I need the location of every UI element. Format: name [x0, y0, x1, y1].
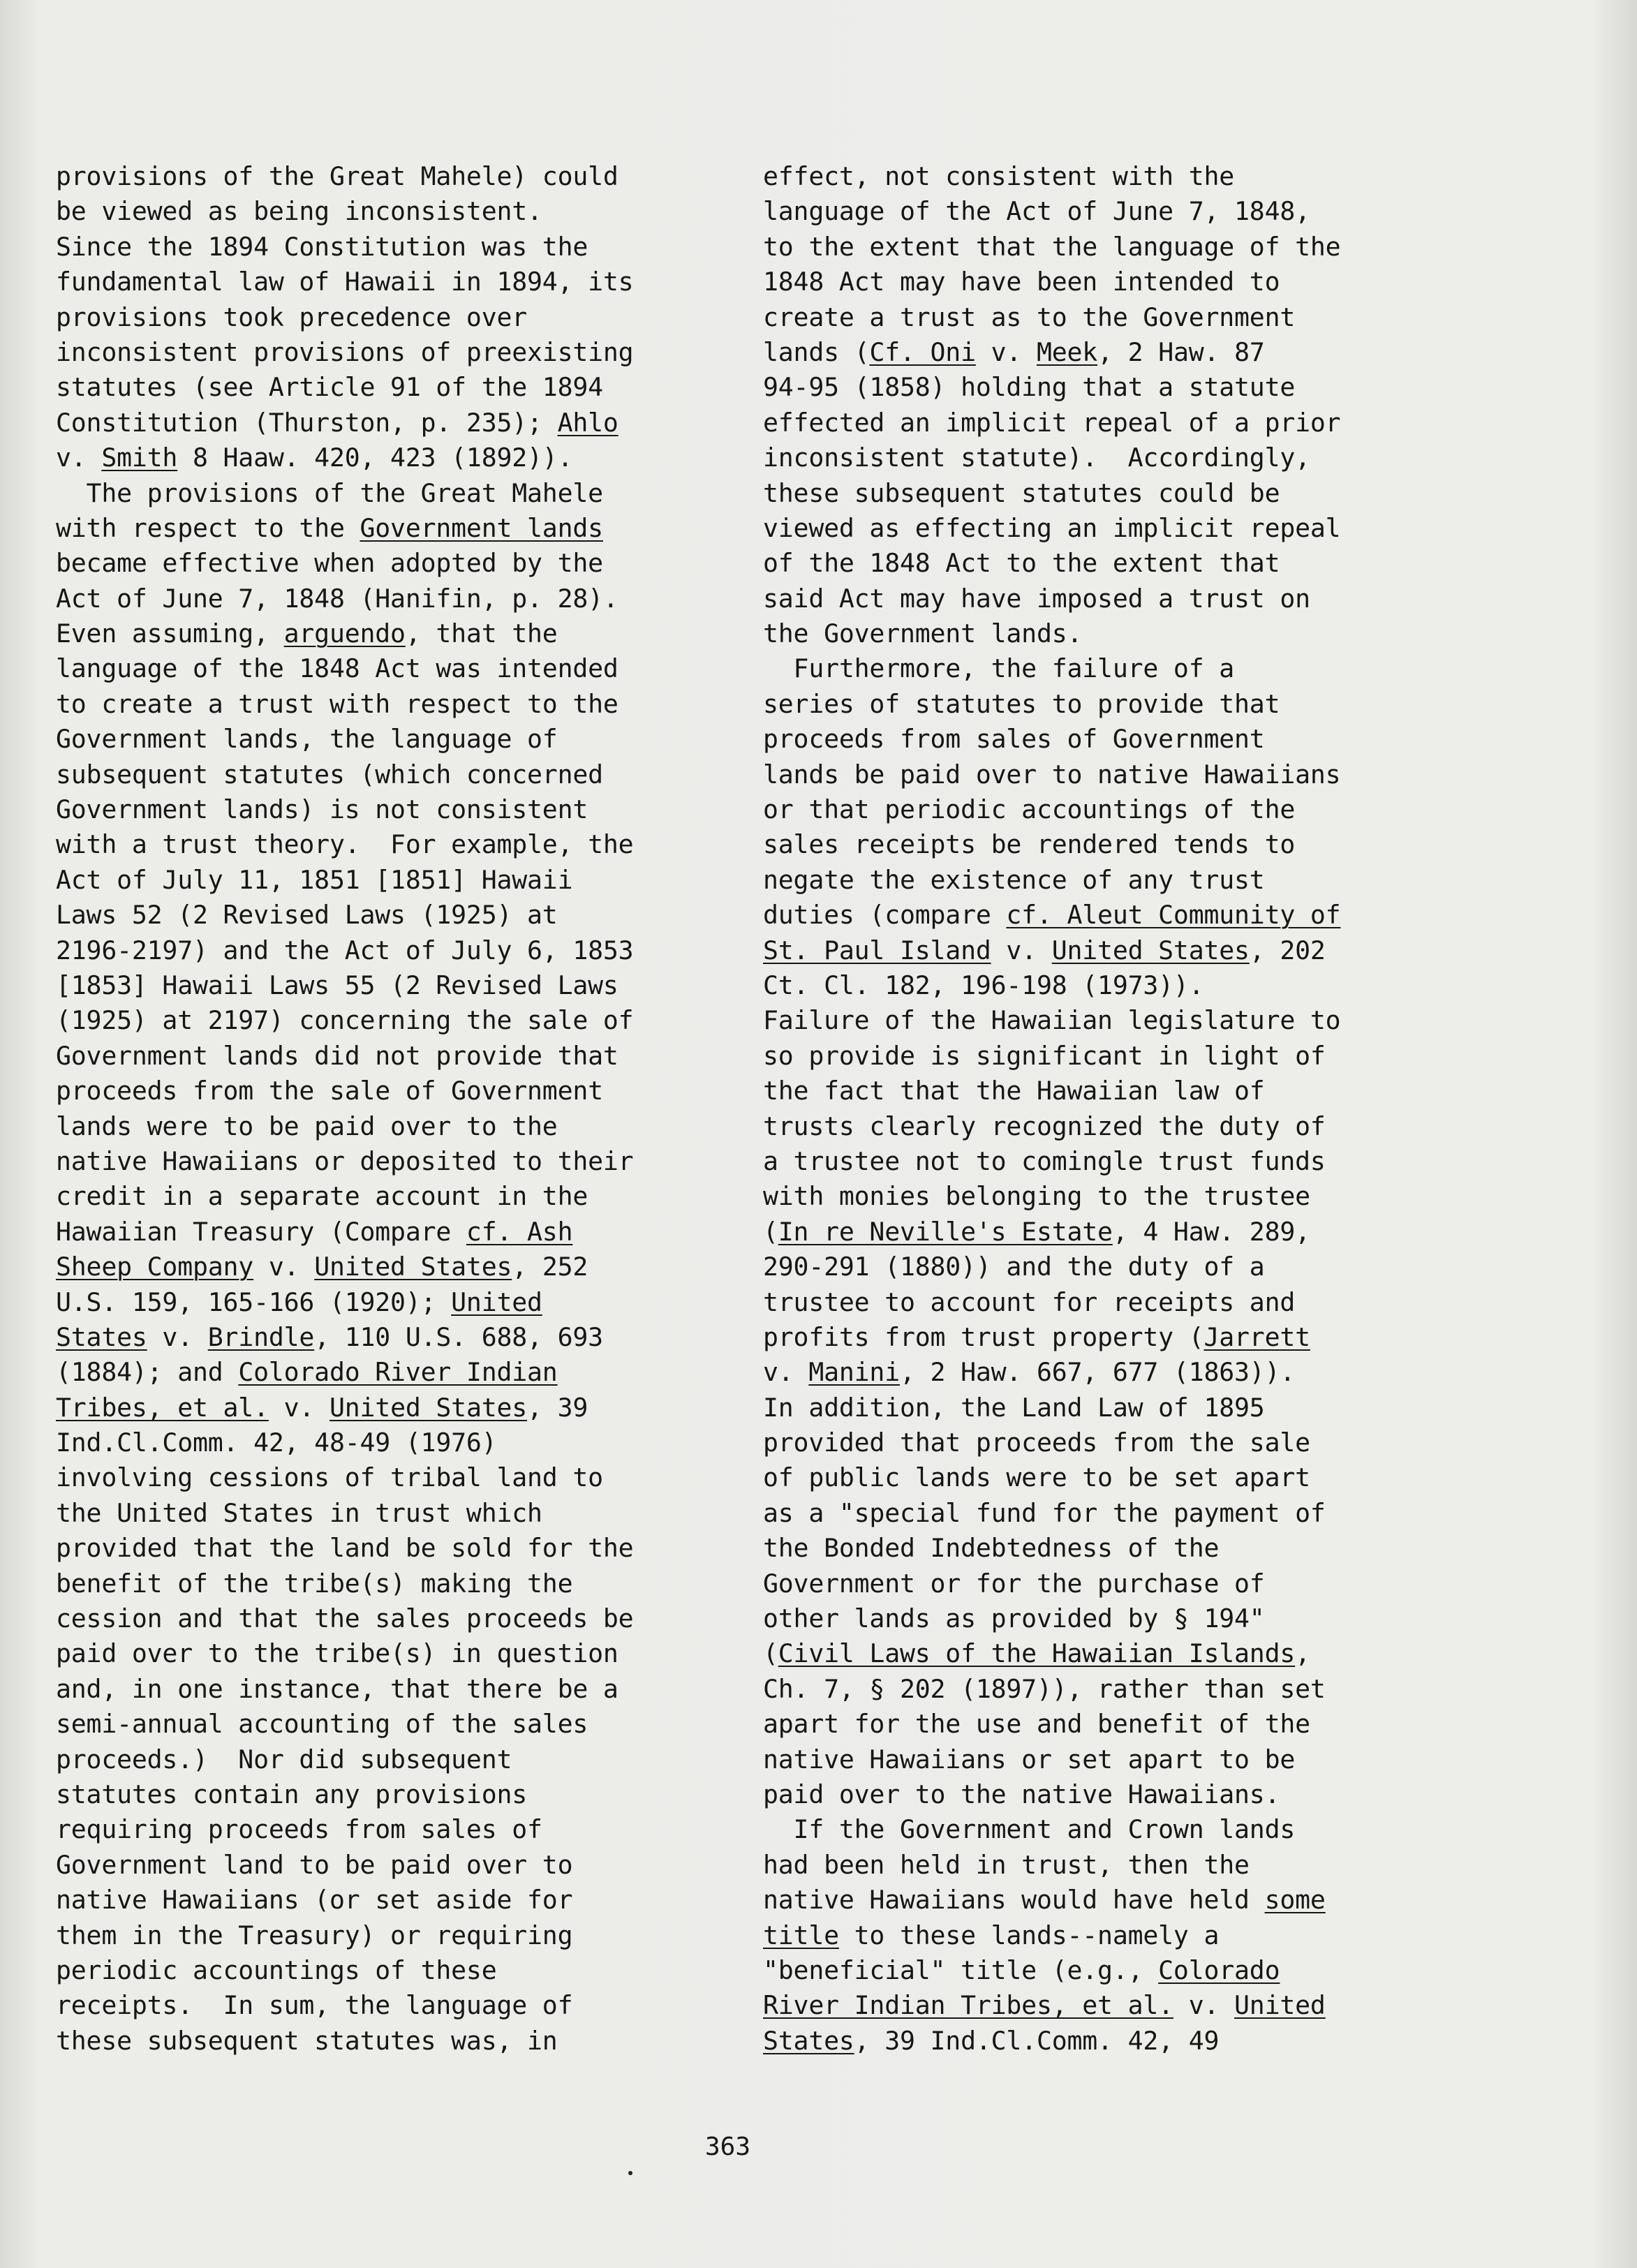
text-segment: sales receipts be rendered tends to — [763, 829, 1296, 860]
text-line — [763, 1039, 1433, 1074]
text-line — [763, 2024, 1433, 2059]
text-segment: Even assuming, — [56, 618, 284, 649]
text-segment: semi-annual accounting of the sales — [56, 1709, 588, 1740]
text-line — [763, 476, 1433, 511]
text-segment: the fact that the Hawaiian law of — [763, 1076, 1265, 1106]
text-segment: lands be paid over to native Hawaiians — [763, 759, 1341, 790]
text-segment: (1884); and — [56, 1357, 239, 1388]
text-line — [56, 2024, 726, 2059]
underlined-citation: St. Paul Island — [763, 935, 991, 965]
text-segment: inconsistent statute). Accordingly, — [763, 443, 1310, 473]
text-line — [763, 1601, 1433, 1636]
text-line — [56, 440, 726, 475]
text-line — [56, 546, 726, 581]
text-line — [763, 300, 1433, 335]
text-line — [763, 1707, 1433, 1742]
text-segment: , 4 Haw. 289, — [1112, 1216, 1310, 1247]
text-line — [763, 863, 1433, 898]
text-line — [763, 1496, 1433, 1531]
text-segment: cession and that the sales proceeds be — [56, 1603, 634, 1634]
text-segment: paid over to the tribe(s) in question — [56, 1638, 618, 1669]
underlined-citation: Tribes, et al. — [56, 1392, 269, 1423]
text-segment: Government lands, the language of — [56, 724, 558, 755]
text-segment: with monies belonging to the trustee — [763, 1181, 1310, 1212]
text-segment: Laws 52 (2 Revised Laws (1925) at — [56, 900, 558, 931]
text-segment: v. — [268, 1392, 329, 1423]
text-segment: language of the Act of June 7, 1848, — [763, 196, 1310, 227]
text-segment: receipts. In sum, the language of — [56, 1990, 573, 2021]
text-segment: other lands as provided by § 194" — [763, 1603, 1265, 1634]
text-line — [56, 1003, 726, 1038]
text-segment: Since the 1894 Constitution was the — [56, 231, 588, 262]
text-segment: Ch. 7, § 202 (1897)), rather than set — [763, 1673, 1326, 1704]
text-line — [763, 687, 1433, 722]
text-line — [763, 370, 1433, 405]
underlined-citation: Smith — [101, 443, 178, 473]
text-line — [763, 1179, 1433, 1214]
text-line — [56, 1425, 726, 1460]
text-segment: apart for the use and benefit of the — [763, 1709, 1310, 1740]
text-segment: negate the existence of any trust — [763, 864, 1265, 895]
text-segment: Furthermore, the failure of a — [763, 653, 1235, 684]
text-line — [56, 1144, 726, 1179]
underlined-citation: Civil Laws of the Hawaiian Islands — [778, 1638, 1296, 1669]
text-line — [56, 1636, 726, 1671]
text-segment: proceeds from sales of Government — [763, 724, 1265, 755]
text-line — [56, 1953, 726, 1988]
text-line — [56, 1039, 726, 1074]
text-segment: with a trust theory. For example, the — [56, 829, 634, 860]
text-segment: to create a trust with respect to the — [56, 688, 618, 719]
text-line — [56, 159, 726, 194]
text-line — [56, 722, 726, 757]
text-segment: these subsequent statutes could be — [763, 477, 1280, 508]
text-line — [763, 335, 1433, 370]
text-line — [763, 1531, 1433, 1566]
text-line — [56, 1215, 726, 1250]
text-line — [763, 1250, 1433, 1284]
text-line — [56, 1355, 726, 1390]
text-segment: Constitution (Thurston, p. 235); — [56, 407, 558, 438]
text-segment: The provisions of the Great Mahele — [56, 477, 603, 508]
text-line — [56, 1742, 726, 1777]
text-segment: series of statutes to provide that — [763, 688, 1280, 719]
underlined-citation: Ahlo — [557, 407, 618, 438]
text-line — [56, 1320, 726, 1355]
text-segment: v. — [147, 1321, 208, 1352]
text-line — [763, 546, 1433, 581]
underlined-citation: United — [1234, 1990, 1326, 2021]
text-segment: as a "special fund for the payment of — [763, 1497, 1326, 1528]
underlined-citation: cf. Ash — [466, 1216, 573, 1247]
text-segment: effect, not consistent with the — [763, 161, 1235, 191]
text-line — [763, 757, 1433, 792]
text-segment: lands ( — [763, 336, 870, 367]
text-segment: [1853] Hawaii Laws 55 (2 Revised Laws — [56, 970, 618, 1000]
text-segment: trustee to account for receipts and — [763, 1287, 1296, 1317]
text-segment: v. — [975, 336, 1037, 367]
text-segment: had been held in trust, then the — [763, 1849, 1250, 1880]
page-number: 363 — [705, 2133, 751, 2161]
text-segment: If the Government and Crown lands — [763, 1814, 1296, 1845]
underlined-citation: Colorado — [1158, 1955, 1280, 1985]
underlined-citation: United States — [329, 1392, 528, 1423]
underlined-citation: River Indian Tribes, et al. — [763, 1990, 1173, 2021]
text-line — [56, 230, 726, 265]
text-segment: provided that proceeds from the sale — [763, 1428, 1310, 1458]
text-segment: periodic accountings of these — [56, 1955, 497, 1985]
text-line — [763, 1566, 1433, 1601]
text-line — [56, 511, 726, 546]
text-segment: create a trust as to the Government — [763, 302, 1296, 332]
text-line — [56, 1812, 726, 1847]
text-line — [763, 1953, 1433, 1988]
underlined-citation: In re Neville's Estate — [778, 1216, 1113, 1247]
text-segment: Government land to be paid over to — [56, 1849, 573, 1880]
text-line — [763, 1003, 1433, 1038]
text-segment: Government lands) is not consistent — [56, 794, 588, 825]
text-segment: them in the Treasury) or requiring — [56, 1920, 573, 1950]
text-segment: the Bonded Indebtedness of the — [763, 1533, 1220, 1564]
underlined-citation: Sheep Company — [56, 1252, 254, 1282]
text-line — [56, 968, 726, 1003]
underlined-citation: cf. Aleut Community of — [1006, 900, 1341, 931]
underlined-citation: United States — [314, 1252, 512, 1282]
text-segment: lands were to be paid over to the — [56, 1111, 558, 1141]
text-segment: 1848 Act may have been intended to — [763, 267, 1280, 297]
text-line — [56, 300, 726, 335]
text-line — [56, 1074, 726, 1109]
text-segment: to these lands--namely a — [838, 1920, 1220, 1950]
text-segment: and, in one instance, that there be a — [56, 1673, 618, 1704]
text-segment: v. — [1173, 1990, 1235, 2021]
text-line — [763, 1812, 1433, 1847]
text-segment: 94-95 (1858) holding that a statute — [763, 372, 1296, 403]
text-segment: these subsequent statutes was, in — [56, 2025, 558, 2056]
text-line — [56, 651, 726, 686]
text-segment: subsequent statutes (which concerned — [56, 759, 603, 790]
text-line — [56, 687, 726, 722]
text-segment: of public lands were to be set apart — [763, 1462, 1310, 1493]
underlined-citation: States — [56, 1321, 147, 1352]
text-line — [56, 335, 726, 370]
text-segment: duties (compare — [763, 900, 1007, 931]
text-line — [763, 159, 1433, 194]
text-segment: provisions of the Great Mahele) could — [56, 161, 618, 191]
text-segment: Ct. Cl. 182, 196-198 (1973)). — [763, 970, 1204, 1000]
text-line — [763, 265, 1433, 299]
text-line — [763, 1144, 1433, 1179]
text-segment: Ind.Cl.Comm. 42, 48-49 (1976) — [56, 1428, 497, 1458]
text-segment: trusts clearly recognized the duty of — [763, 1111, 1326, 1141]
underlined-citation: Jarrett — [1203, 1321, 1310, 1352]
text-line — [56, 1848, 726, 1883]
text-line — [763, 440, 1433, 475]
text-line — [763, 1672, 1433, 1707]
text-segment: of the 1848 Act to the extent that — [763, 548, 1280, 579]
text-segment: ( — [763, 1638, 778, 1669]
text-line — [56, 1777, 726, 1812]
text-line — [763, 1391, 1433, 1425]
text-segment: v. — [253, 1252, 315, 1282]
text-segment: v. — [991, 935, 1052, 965]
text-line — [763, 1215, 1433, 1250]
text-line — [763, 406, 1433, 440]
text-segment: fundamental law of Hawaii in 1894, its — [56, 267, 634, 297]
text-line — [763, 581, 1433, 616]
text-line — [56, 757, 726, 792]
text-line — [56, 1179, 726, 1214]
text-line — [763, 1460, 1433, 1495]
text-segment: viewed as effecting an implicit repeal — [763, 512, 1341, 543]
text-line — [56, 406, 726, 440]
text-line — [56, 616, 726, 651]
text-line — [56, 581, 726, 616]
underlined-citation: Government lands — [360, 512, 603, 543]
text-segment: , — [1295, 1638, 1310, 1669]
text-segment: v. — [56, 443, 102, 473]
text-segment: Government lands did not provide that — [56, 1040, 618, 1071]
text-line — [763, 511, 1433, 546]
underlined-citation: arguendo — [283, 618, 406, 649]
text-segment: native Hawaiians or set apart to be — [763, 1744, 1296, 1774]
text-segment: effected an implicit repeal of a prior — [763, 407, 1341, 438]
text-segment: Act of July 11, 1851 [1851] Hawaii — [56, 864, 573, 895]
text-segment: to the extent that the language of the — [763, 231, 1341, 262]
text-line — [56, 1918, 726, 1953]
text-line — [56, 1285, 726, 1320]
text-segment: , 2 Haw. 87 — [1097, 336, 1265, 367]
text-segment: involving cessions of tribal land to — [56, 1462, 603, 1493]
text-line — [763, 1285, 1433, 1320]
text-line — [763, 651, 1433, 686]
left-text-column — [56, 159, 726, 2059]
text-segment: language of the 1848 Act was intended — [56, 653, 618, 684]
text-segment: inconsistent provisions of preexisting — [56, 336, 634, 367]
text-line — [56, 863, 726, 898]
text-line — [56, 476, 726, 511]
text-line — [56, 1460, 726, 1495]
text-line — [763, 1918, 1433, 1953]
text-line — [56, 1988, 726, 2023]
text-segment: said Act may have imposed a trust on — [763, 583, 1310, 614]
text-line — [763, 1355, 1433, 1390]
text-line — [56, 1109, 726, 1144]
text-line — [763, 1425, 1433, 1460]
text-line — [56, 792, 726, 827]
text-line — [56, 370, 726, 405]
text-line — [763, 1320, 1433, 1355]
underlined-citation: Cf. Oni — [869, 336, 976, 367]
text-segment: the Government lands. — [763, 618, 1083, 649]
text-segment: paid over to the native Hawaiians. — [763, 1779, 1280, 1809]
text-line — [763, 968, 1433, 1003]
text-line — [763, 827, 1433, 862]
text-segment: statutes contain any provisions — [56, 1779, 528, 1809]
underlined-citation: title — [763, 1920, 839, 1950]
text-line — [56, 827, 726, 862]
text-line — [763, 1636, 1433, 1671]
text-line — [763, 194, 1433, 229]
text-segment: requiring proceeds from sales of — [56, 1814, 542, 1845]
text-segment: , 202 — [1249, 935, 1326, 965]
text-segment: U.S. 159, 165-166 (1920); — [56, 1287, 452, 1317]
text-line — [56, 1391, 726, 1425]
text-line — [763, 898, 1433, 933]
text-segment: In addition, the Land Law of 1895 — [763, 1392, 1265, 1423]
text-segment: with respect to the — [56, 512, 360, 543]
text-segment: so provide is significant in light of — [763, 1040, 1326, 1071]
underlined-citation: Meek — [1036, 336, 1098, 367]
text-segment: benefit of the tribe(s) making the — [56, 1568, 573, 1599]
text-segment: became effective when adopted by the — [56, 548, 603, 579]
underlined-citation: Manini — [808, 1357, 900, 1388]
text-line — [763, 1777, 1433, 1812]
text-line — [56, 1566, 726, 1601]
text-segment: native Hawaiians (or set aside for — [56, 1885, 573, 1915]
text-line — [763, 230, 1433, 265]
text-line — [763, 1883, 1433, 1918]
text-segment: ( — [763, 1216, 778, 1247]
text-segment: native Hawaiians or deposited to their — [56, 1146, 634, 1176]
text-segment: a trustee not to comingle trust funds — [763, 1146, 1326, 1176]
text-segment: profits from trust property ( — [763, 1321, 1204, 1352]
text-line — [763, 1742, 1433, 1777]
text-segment: native Hawaiians would have held — [763, 1885, 1265, 1915]
text-segment: Act of June 7, 1848 (Hanifin, p. 28). — [56, 583, 618, 614]
text-segment: or that periodic accountings of the — [763, 794, 1296, 825]
text-line — [763, 1109, 1433, 1144]
text-segment: provisions took precedence over — [56, 302, 528, 332]
right-text-column — [763, 159, 1433, 2059]
text-line — [56, 933, 726, 968]
underlined-citation: United States — [1051, 935, 1250, 965]
underlined-citation: United — [451, 1287, 542, 1317]
text-line — [56, 1496, 726, 1531]
text-segment: "beneficial" title (e.g., — [763, 1955, 1159, 1985]
text-line — [56, 1601, 726, 1636]
text-line — [763, 1848, 1433, 1883]
text-segment: , 252 — [512, 1252, 588, 1282]
text-line — [56, 1707, 726, 1742]
text-segment: the United States in trust which — [56, 1497, 542, 1528]
text-segment: 8 Haaw. 420, 423 (1892)). — [177, 443, 573, 473]
text-line — [763, 792, 1433, 827]
underlined-citation: Colorado River Indian — [238, 1357, 558, 1388]
text-segment: Failure of the Hawaiian legislature to — [763, 1005, 1341, 1036]
text-segment: Hawaiian Treasury (Compare — [56, 1216, 466, 1247]
underlined-citation: States — [763, 2025, 854, 2056]
text-segment: be viewed as being inconsistent. — [56, 196, 542, 227]
text-line — [56, 1883, 726, 1918]
underlined-citation: some — [1264, 1885, 1326, 1915]
text-segment: (1925) at 2197) concerning the sale of — [56, 1005, 634, 1036]
text-segment: , 39 Ind.Cl.Comm. 42, 49 — [854, 2025, 1220, 2056]
text-line — [56, 1672, 726, 1707]
text-line — [56, 194, 726, 229]
text-segment: 2196-2197) and the Act of July 6, 1853 — [56, 935, 634, 965]
text-segment: , 39 — [527, 1392, 588, 1423]
text-line — [56, 1250, 726, 1284]
text-segment: credit in a separate account in the — [56, 1181, 588, 1212]
text-segment: statutes (see Article 91 of the 1894 — [56, 372, 603, 403]
text-segment: , 2 Haw. 667, 677 (1863)). — [899, 1357, 1296, 1388]
text-line — [763, 1988, 1433, 2023]
text-segment: v. — [763, 1357, 809, 1388]
text-segment: provided that the land be sold for the — [56, 1533, 634, 1564]
text-line — [763, 722, 1433, 757]
text-line — [56, 265, 726, 299]
text-line — [763, 933, 1433, 968]
text-line — [763, 616, 1433, 651]
text-segment: Government or for the purchase of — [763, 1568, 1265, 1599]
text-segment: , that the — [405, 618, 558, 649]
ink-speck — [628, 2171, 632, 2175]
text-line — [763, 1074, 1433, 1109]
text-segment: 290-291 (1880)) and the duty of a — [763, 1252, 1265, 1282]
underlined-citation: Brindle — [207, 1321, 315, 1352]
text-segment: , 110 U.S. 688, 693 — [314, 1321, 603, 1352]
text-segment: proceeds from the sale of Government — [56, 1076, 603, 1106]
text-line — [56, 898, 726, 933]
text-line — [56, 1531, 726, 1566]
text-segment: proceeds.) Nor did subsequent — [56, 1744, 512, 1774]
